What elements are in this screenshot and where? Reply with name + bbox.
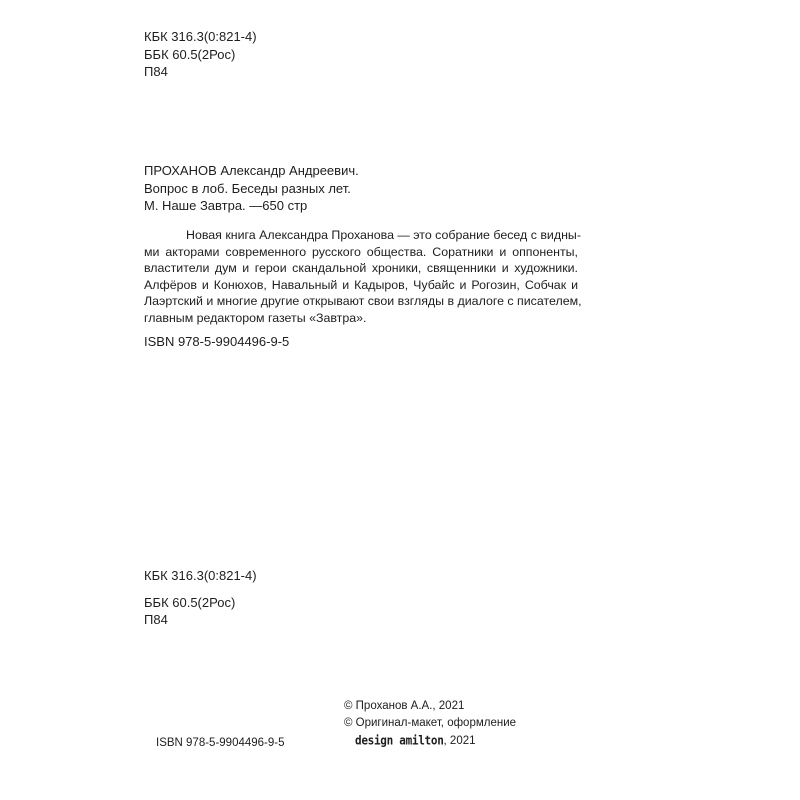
design-logo: design amilton xyxy=(355,733,444,748)
isbn-top: ISBN 978-5-9904496-9-5 xyxy=(144,334,290,349)
classification-codes-bottom xyxy=(144,567,257,629)
author-mark: П84 xyxy=(144,64,168,79)
design-year: , 2021 xyxy=(443,735,476,747)
bbk-code: ББК 60.5(2Рос) xyxy=(144,594,236,610)
annotation-line: ми акторами современного русского общества. Соратники и оппоненты, xyxy=(144,244,578,259)
bibliographic-record xyxy=(144,162,359,215)
isbn-bottom: ISBN 978-5-9904496-9-5 xyxy=(156,737,285,749)
annotation-line: главным редактором газеты «Завтра». xyxy=(144,310,367,325)
annotation-line: властители дум и герои скандальной хроники, священники и художники. xyxy=(144,261,578,276)
bbk-code: ББК 60.5(2Рос) xyxy=(144,46,236,62)
annotation-line: Лаэртский и многие другие открывают свои взгляды в диалоге с писателем, xyxy=(144,294,582,309)
book-title: Вопрос в лоб. Беседы разных лет. xyxy=(144,180,351,196)
annotation-line: Алфёров и Конюхов, Навальный и Кадыров, Чубайс и Рогозин, Собчак и xyxy=(144,277,578,292)
author-mark: П84 xyxy=(144,612,168,627)
copyright-author: © Проханов А.А., 2021 xyxy=(344,700,465,712)
author-name: ПРОХАНОВ Александр Андреевич. xyxy=(144,163,359,178)
copyright-layout: © Оригинал-макет, оформление xyxy=(344,717,517,729)
kbk-code: КБК 316.3(0:821-4) xyxy=(144,29,257,44)
kbk-code: КБК 316.3(0:821-4) xyxy=(144,568,257,583)
annotation-paragraph xyxy=(144,227,582,327)
copyright-notice xyxy=(344,698,516,732)
classification-codes-top xyxy=(144,28,257,81)
annotation-line: Новая книга Александра Проханова — это собрание бесед с видны- xyxy=(186,228,581,242)
publication-info: М. Наше Завтра. —650 стр xyxy=(144,198,308,213)
design-credit xyxy=(355,732,476,750)
